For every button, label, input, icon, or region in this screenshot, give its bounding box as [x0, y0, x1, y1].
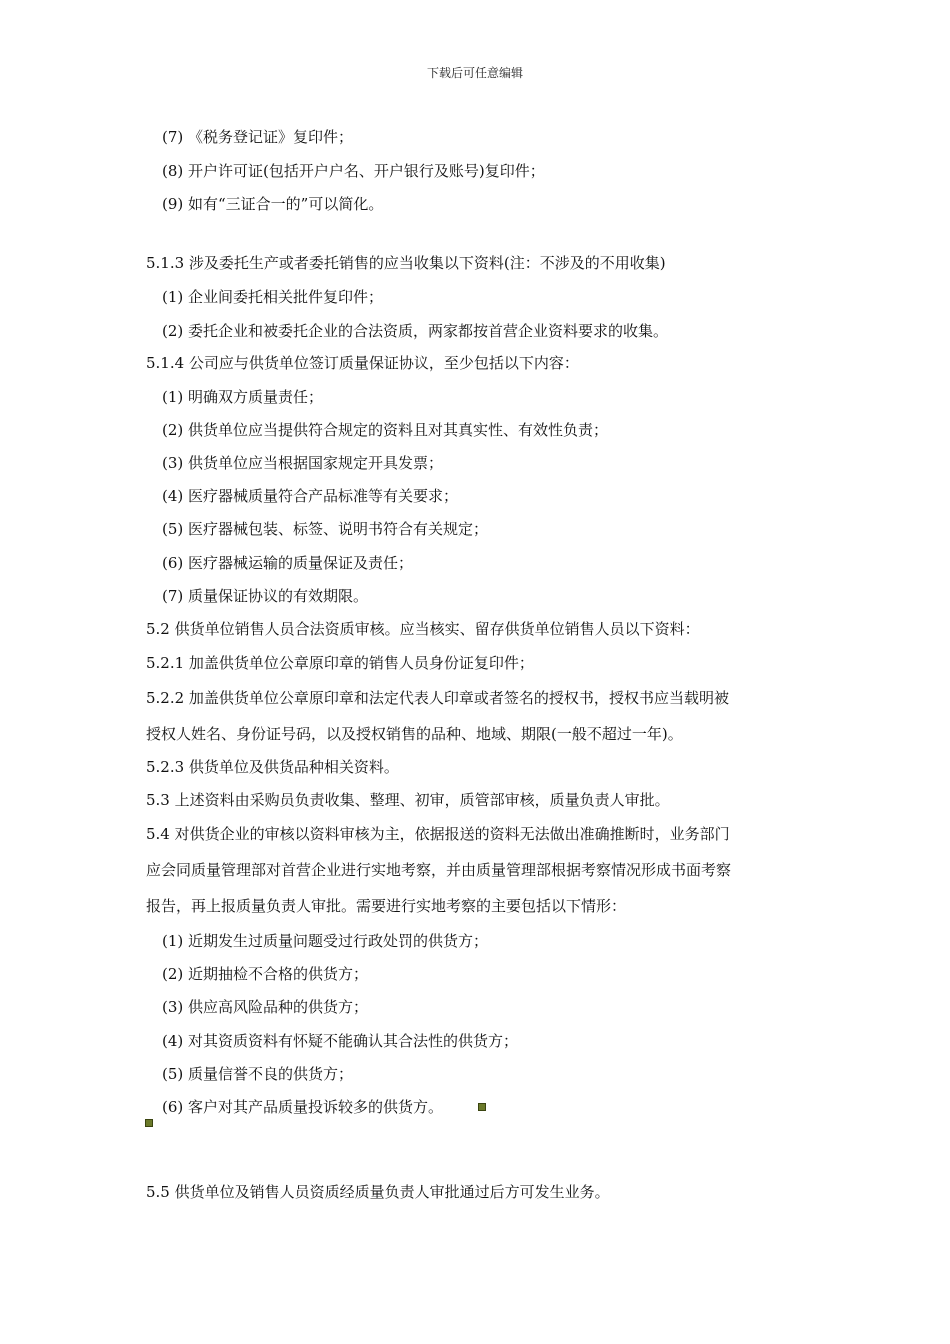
section-heading: 5.5 供货单位及销售人员资质经质量负责人审批通过后方可发生业务。 [146, 1183, 610, 1201]
list-item: (6) 客户对其产品质量投诉较多的供货方。 [162, 1098, 444, 1116]
anchor-marker-icon [478, 1103, 486, 1111]
list-item: (2) 供货单位应当提供符合规定的资料且对其真实性、有效性负责； [162, 421, 609, 439]
section-heading: 5.2 供货单位销售人员合法资质审核。应当核实、留存供货单位销售人员以下资料： [146, 620, 700, 638]
paragraph-line: 5.2.1 加盖供货单位公章原印章的销售人员身份证复印件； [146, 654, 534, 672]
list-item: (8) 开户许可证(包括开户户名、开户银行及账号)复印件； [162, 162, 545, 180]
list-item: (1) 企业间委托相关批件复印件； [162, 288, 384, 306]
section-heading: 5.1.4 公司应与供货单位签订质量保证协议，至少包括以下内容： [146, 354, 579, 372]
list-item: (7) 《税务登记证》复印件； [162, 128, 354, 146]
list-item: (3) 供货单位应当根据国家规定开具发票； [162, 454, 444, 472]
list-item: (2) 委托企业和被委托企业的合法资质，两家都按首营企业资料要求的收集。 [162, 322, 669, 340]
list-item: (9) 如有“三证合一的”可以简化。 [162, 195, 384, 213]
list-item: (7) 质量保证协议的有效期限。 [162, 587, 369, 605]
page-header: 下载后可任意编辑 [426, 66, 523, 80]
list-item: (4) 对其资质资料有怀疑不能确认其合法性的供货方； [162, 1032, 519, 1050]
paragraph-line: 授权人姓名、身份证号码，以及授权销售的品种、地域、期限(一般不超过一年)。 [146, 725, 683, 743]
list-item: (3) 供应高风险品种的供货方； [162, 998, 369, 1016]
anchor-marker-icon [145, 1119, 153, 1127]
list-item: (5) 医疗器械包装、标签、说明书符合有关规定； [162, 520, 489, 538]
paragraph-line: 5.4 对供货企业的审核以资料审核为主，依据报送的资料无法做出准确推断时，业务部门 [146, 825, 730, 843]
paragraph-line: 报告，再上报质量负责人审批。需要进行实地考察的主要包括以下情形： [146, 897, 627, 915]
list-item: (1) 近期发生过质量问题受过行政处罚的供货方； [162, 932, 489, 950]
list-item: (4) 医疗器械质量符合产品标准等有关要求； [162, 487, 459, 505]
list-item: (1) 明确双方质量责任； [162, 388, 324, 406]
list-item: (5) 质量信誉不良的供货方； [162, 1065, 354, 1083]
list-item: (6) 医疗器械运输的质量保证及责任； [162, 554, 414, 572]
paragraph-line: 5.2.2 加盖供货单位公章原印章和法定代表人印章或者签名的授权书，授权书应当载明被 [146, 689, 729, 707]
section-heading: 5.3 上述资料由采购员负责收集、整理、初审，质管部审核，质量负责人审批。 [146, 791, 670, 809]
list-item: (2) 近期抽检不合格的供货方； [162, 965, 369, 983]
section-heading: 5.1.3 涉及委托生产或者委托销售的应当收集以下资料(注：不涉及的不用收集) [146, 254, 666, 272]
paragraph-line: 5.2.3 供货单位及供货品种相关资料。 [146, 758, 399, 776]
paragraph-line: 应会同质量管理部对首营企业进行实地考察，并由质量管理部根据考察情况形成书面考察 [146, 861, 732, 879]
